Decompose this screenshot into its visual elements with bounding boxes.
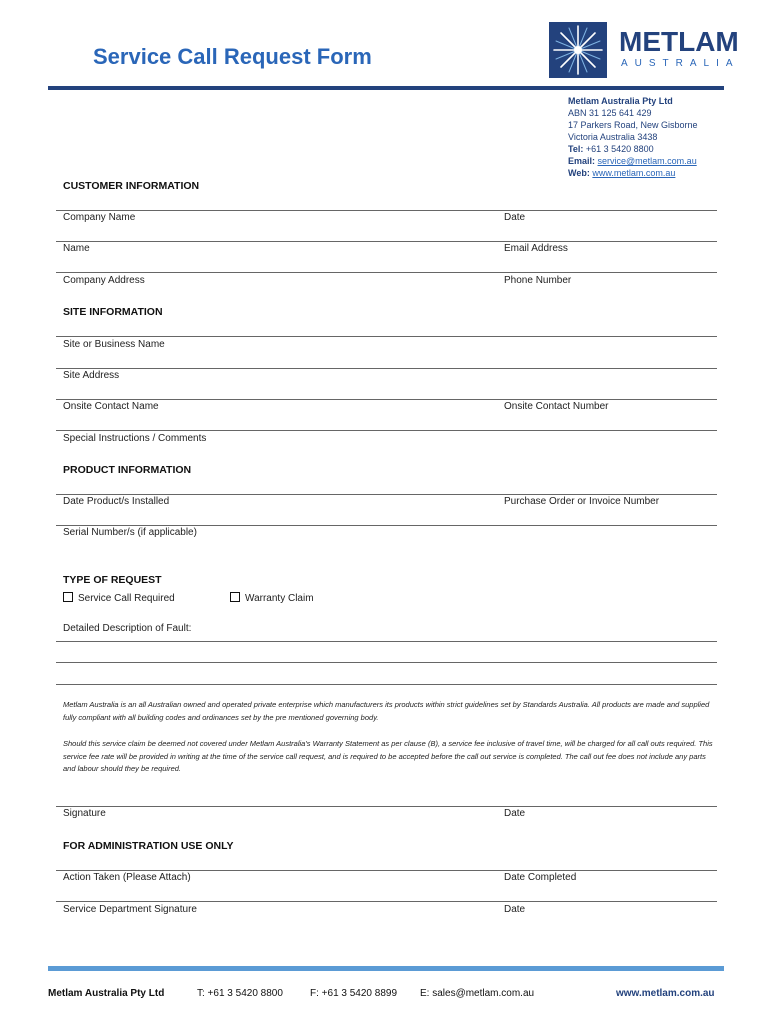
company-name: Metlam Australia Pty Ltd [568, 96, 673, 106]
form-line [56, 399, 717, 400]
footer-tel: T: +61 3 5420 8800 [197, 988, 283, 999]
fault-description-field[interactable]: Detailed Description of Fault: [63, 623, 192, 634]
form-line [56, 662, 717, 663]
service-call-checkbox[interactable] [63, 592, 73, 602]
site-business-name-field[interactable]: Site or Business Name [63, 339, 165, 350]
company-address-field[interactable]: Company Address [63, 275, 145, 286]
form-line [56, 494, 717, 495]
company-email-link[interactable]: service@metlam.com.au [597, 156, 697, 166]
metlam-logo [549, 22, 740, 80]
form-line [56, 430, 717, 431]
form-line [56, 210, 717, 211]
company-name-field[interactable]: Company Name [63, 212, 136, 223]
date-completed-field[interactable]: Date Completed [504, 872, 577, 883]
section-type-of-request: TYPE OF REQUEST [63, 574, 162, 586]
email-label: Email: [568, 156, 596, 166]
service-date-field[interactable]: Date [504, 904, 526, 915]
company-address-line1: 17 Parkers Road, New Gisborne [568, 120, 698, 130]
company-address-line2: Victoria Australia 3438 [568, 132, 658, 142]
serial-numbers-field[interactable]: Serial Number/s (if applicable) [63, 527, 197, 538]
starburst-icon [549, 22, 607, 78]
name-field[interactable]: Name [63, 243, 90, 254]
logo-wordmark: METLAM [619, 26, 739, 57]
section-product-information: PRODUCT INFORMATION [63, 464, 192, 476]
section-administration: FOR ADMINISTRATION USE ONLY [63, 840, 234, 852]
form-line [56, 684, 717, 685]
service-call-label: Service Call Required [78, 593, 175, 604]
web-label: Web: [568, 168, 590, 178]
section-customer-information: CUSTOMER INFORMATION [63, 180, 200, 192]
page-title: Service Call Request Form [93, 44, 372, 69]
phone-number-field[interactable]: Phone Number [504, 275, 572, 286]
footer-fax: F: +61 3 5420 8899 [310, 988, 398, 999]
form-line [56, 901, 717, 902]
date-installed-field[interactable]: Date Product/s Installed [63, 496, 170, 507]
form-line [56, 806, 717, 807]
signature-field[interactable]: Signature [63, 808, 106, 819]
service-fee-statement: Should this service claim be deemed not covered under Metlam Australia's Warranty Statement as per clause (B), a service fee inclusive of travel time, will be charged for all call outs required. This service fee rate will be provided in writing at the time of the service call request, and is required to be accepted before the call out service is completed. The call out fee does not include any parts and labour should they be required. [63, 739, 713, 773]
form-line [56, 241, 717, 242]
form-line [56, 336, 717, 337]
footer-divider [48, 966, 724, 971]
header-divider [48, 86, 724, 90]
onsite-contact-name-field[interactable]: Onsite Contact Name [63, 401, 159, 412]
logo-subtitle: AUSTRALIA [621, 58, 740, 69]
po-invoice-field[interactable]: Purchase Order or Invoice Number [504, 496, 660, 507]
form-line [56, 368, 717, 369]
company-tel: +61 3 5420 8800 [585, 144, 654, 154]
warranty-claim-label: Warranty Claim [245, 593, 314, 604]
company-contact-block [568, 95, 698, 179]
footer-email[interactable]: E: sales@metlam.com.au [420, 988, 535, 999]
footer-web-link[interactable]: www.metlam.com.au [616, 988, 715, 999]
footer-company: Metlam Australia Pty Ltd [48, 988, 165, 999]
form-line [56, 525, 717, 526]
form-line [56, 272, 717, 273]
company-abn: ABN 31 125 641 429 [568, 108, 652, 118]
tel-label: Tel: [568, 144, 584, 154]
form-line [56, 641, 717, 642]
email-address-field[interactable]: Email Address [504, 243, 568, 254]
site-address-field[interactable]: Site Address [63, 370, 120, 381]
onsite-contact-number-field[interactable]: Onsite Contact Number [504, 401, 609, 412]
special-instructions-field[interactable]: Special Instructions / Comments [63, 433, 207, 444]
service-call-option[interactable] [63, 592, 175, 604]
section-site-information: SITE INFORMATION [63, 306, 163, 318]
warranty-claim-checkbox[interactable] [230, 592, 240, 602]
action-taken-field[interactable]: Action Taken (Please Attach) [63, 872, 191, 883]
warranty-claim-option[interactable] [230, 592, 314, 604]
service-signature-field[interactable]: Service Department Signature [63, 904, 197, 915]
date-field[interactable]: Date [504, 212, 526, 223]
company-web-link[interactable]: www.metlam.com.au [592, 168, 676, 178]
ownership-statement: Metlam Australia is an all Australian owned and operated private enterprise which manufacturers its products within strict guidelines set by Standards Australia. All products are made and supplied fully compliant with all building codes and ordinances set by the pre mentioned governing body. [63, 700, 710, 722]
form-line [56, 870, 717, 871]
signature-date-field[interactable]: Date [504, 808, 526, 819]
